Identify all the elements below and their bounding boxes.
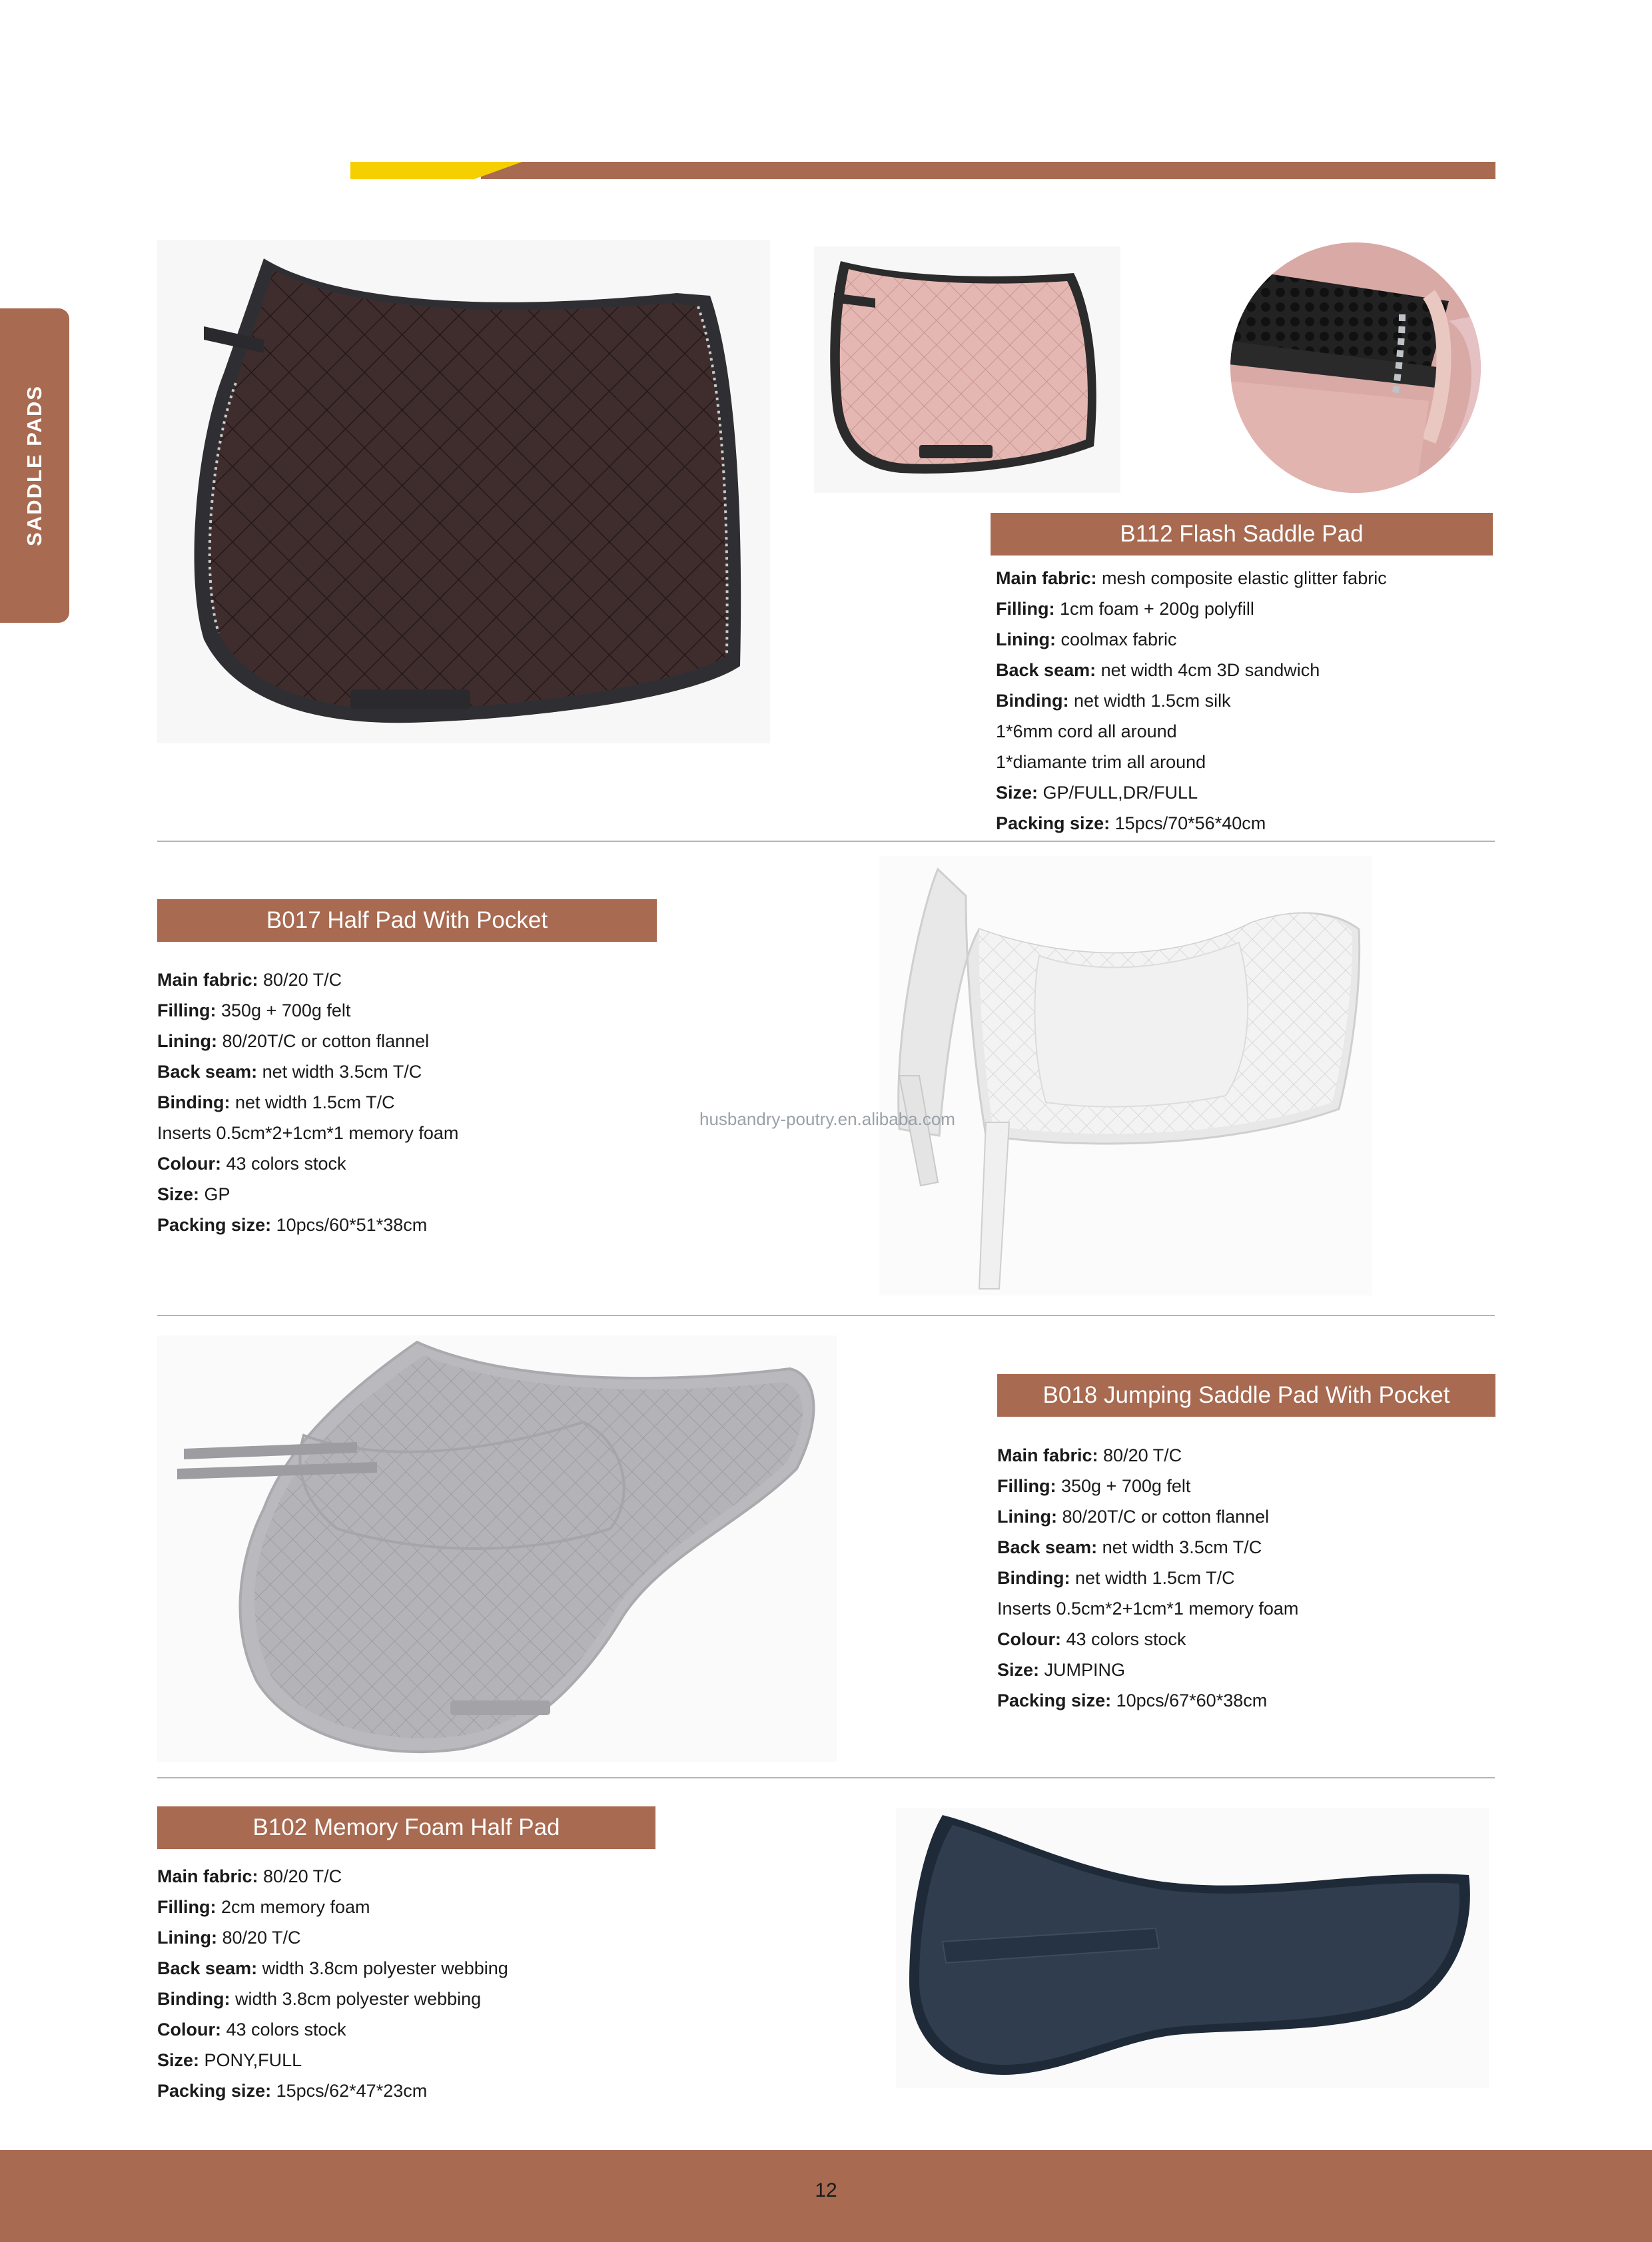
spec-row bbox=[996, 747, 1387, 777]
b102-spec-list bbox=[157, 1861, 508, 2106]
spec-row bbox=[996, 808, 1387, 839]
spec-row bbox=[157, 1210, 458, 1240]
spec-value: 1cm foam + 200g polyfill bbox=[1054, 599, 1254, 619]
b018-grey-jumping-pad-image bbox=[157, 1335, 837, 1762]
spec-label: Size: bbox=[157, 1184, 200, 1204]
spec-row bbox=[157, 1148, 458, 1179]
spec-value: 15pcs/70*56*40cm bbox=[1110, 813, 1266, 833]
spec-value: 80/20T/C or cotton flannel bbox=[216, 1031, 430, 1051]
spec-row bbox=[157, 2075, 508, 2106]
section-divider bbox=[157, 841, 1495, 842]
spec-value: coolmax fabric bbox=[1055, 629, 1177, 649]
spec-label: Back seam: bbox=[157, 1062, 258, 1082]
spec-row bbox=[157, 1922, 508, 1953]
spec-row bbox=[997, 1593, 1298, 1624]
spec-label: Lining: bbox=[157, 1031, 217, 1051]
spec-row bbox=[996, 716, 1387, 747]
spec-label: Main fabric: bbox=[997, 1445, 1098, 1465]
section-side-tab bbox=[0, 308, 69, 623]
spec-label: Back seam: bbox=[996, 660, 1096, 680]
spec-row bbox=[997, 1471, 1298, 1501]
spec-label: Binding: bbox=[157, 1092, 230, 1112]
spec-row bbox=[157, 1026, 458, 1056]
b112-spec-list bbox=[996, 563, 1387, 839]
b112-detail-closeup-image bbox=[1229, 241, 1482, 494]
spec-row bbox=[157, 1179, 458, 1210]
spec-label: Packing size: bbox=[157, 1215, 272, 1235]
spec-label: Size: bbox=[157, 2050, 200, 2070]
spec-row bbox=[157, 2014, 508, 2045]
spec-label: Back seam: bbox=[157, 1958, 258, 1978]
spec-value: Inserts 0.5cm*2+1cm*1 memory foam bbox=[157, 1123, 459, 1143]
section-divider bbox=[157, 1777, 1495, 1778]
spec-value: 43 colors stock bbox=[220, 1154, 346, 1174]
spec-value: JUMPING bbox=[1039, 1660, 1126, 1680]
spec-value: 350g + 700g felt bbox=[216, 1000, 351, 1020]
spec-label: Colour: bbox=[997, 1629, 1061, 1649]
spec-row bbox=[996, 593, 1387, 624]
spec-value: GP bbox=[199, 1184, 230, 1204]
header-stripe bbox=[481, 162, 1495, 179]
spec-value: GP/FULL,DR/FULL bbox=[1038, 783, 1198, 803]
spec-value: net width 1.5cm T/C bbox=[230, 1092, 395, 1112]
spec-value: PONY,FULL bbox=[199, 2050, 302, 2070]
spec-label: Back seam: bbox=[997, 1537, 1098, 1557]
section-side-tab-label: SADDLE PADS bbox=[23, 385, 46, 546]
spec-label: Size: bbox=[997, 1660, 1040, 1680]
spec-value: Inserts 0.5cm*2+1cm*1 memory foam bbox=[997, 1599, 1299, 1619]
spec-row bbox=[157, 1861, 508, 1892]
spec-value: width 3.8cm polyester webbing bbox=[257, 1958, 508, 1978]
spec-label: Packing size: bbox=[157, 2081, 272, 2101]
page-footer bbox=[0, 2150, 1652, 2242]
b102-product-title: B102 Memory Foam Half Pad bbox=[157, 1806, 655, 1849]
spec-value: 15pcs/62*47*23cm bbox=[271, 2081, 428, 2101]
spec-label: Colour: bbox=[157, 2020, 221, 2040]
spec-row bbox=[157, 995, 458, 1026]
spec-row bbox=[997, 1563, 1298, 1593]
spec-value: net width 1.5cm T/C bbox=[1070, 1568, 1235, 1588]
b018-product-title: B018 Jumping Saddle Pad With Pocket bbox=[997, 1374, 1495, 1417]
spec-label: Filling: bbox=[157, 1000, 216, 1020]
spec-value: net width 3.5cm T/C bbox=[1097, 1537, 1262, 1557]
b018-spec-list bbox=[997, 1440, 1298, 1716]
spec-label: Colour: bbox=[157, 1154, 221, 1174]
spec-row bbox=[996, 563, 1387, 593]
spec-value: 80/20T/C or cotton flannel bbox=[1056, 1507, 1270, 1527]
spec-value: 350g + 700g felt bbox=[1056, 1476, 1191, 1496]
b112-product-title: B112 Flash Saddle Pad bbox=[991, 513, 1493, 556]
spec-label: Filling: bbox=[996, 599, 1055, 619]
spec-label: Binding: bbox=[996, 691, 1069, 711]
spec-value: 1*6mm cord all around bbox=[996, 721, 1177, 741]
spec-label: Filling: bbox=[997, 1476, 1056, 1496]
b017-product-title: B017 Half Pad With Pocket bbox=[157, 899, 657, 942]
spec-row bbox=[157, 1984, 508, 2014]
spec-value: 2cm memory foam bbox=[216, 1897, 370, 1917]
spec-value: mesh composite elastic glitter fabric bbox=[1096, 568, 1387, 588]
spec-value: 1*diamante trim all around bbox=[996, 752, 1206, 772]
spec-label: Lining: bbox=[996, 629, 1056, 649]
spec-row bbox=[157, 1087, 458, 1118]
spec-row bbox=[157, 1118, 458, 1148]
spec-value: 80/20 T/C bbox=[258, 970, 342, 990]
spec-row bbox=[157, 1892, 508, 1922]
watermark-text: husbandry-poutry.en.alibaba.com bbox=[699, 1109, 955, 1129]
b017-spec-list bbox=[157, 964, 458, 1240]
spec-row bbox=[157, 1056, 458, 1087]
spec-row bbox=[996, 685, 1387, 716]
spec-row bbox=[996, 777, 1387, 808]
b017-white-half-pad-image bbox=[879, 856, 1372, 1296]
spec-label: Main fabric: bbox=[996, 568, 1097, 588]
spec-value: net width 3.5cm T/C bbox=[257, 1062, 422, 1082]
spec-row bbox=[996, 655, 1387, 685]
spec-label: Main fabric: bbox=[157, 970, 258, 990]
spec-row bbox=[157, 1953, 508, 1984]
spec-label: Size: bbox=[996, 783, 1038, 803]
spec-row bbox=[997, 1655, 1298, 1685]
spec-label: Packing size: bbox=[997, 1690, 1112, 1710]
b112-brown-saddle-pad-image bbox=[157, 240, 770, 743]
spec-value: width 3.8cm polyester webbing bbox=[230, 1989, 482, 2009]
spec-row bbox=[157, 964, 458, 995]
spec-value: net width 1.5cm silk bbox=[1068, 691, 1231, 711]
b112-pink-saddle-pad-image bbox=[814, 246, 1120, 493]
spec-row bbox=[997, 1624, 1298, 1655]
spec-value: net width 4cm 3D sandwich bbox=[1096, 660, 1320, 680]
spec-row bbox=[997, 1685, 1298, 1716]
spec-value: 80/20 T/C bbox=[216, 1928, 301, 1948]
spec-label: Lining: bbox=[157, 1928, 217, 1948]
spec-value: 80/20 T/C bbox=[1098, 1445, 1182, 1465]
b102-navy-half-pad-image bbox=[896, 1808, 1489, 2088]
page-number: 12 bbox=[815, 2179, 837, 2201]
spec-label: Filling: bbox=[157, 1897, 216, 1917]
spec-label: Binding: bbox=[997, 1568, 1070, 1588]
spec-value: 10pcs/60*51*38cm bbox=[271, 1215, 428, 1235]
spec-row bbox=[997, 1440, 1298, 1471]
spec-row bbox=[997, 1501, 1298, 1532]
spec-value: 80/20 T/C bbox=[258, 1866, 342, 1886]
spec-row bbox=[996, 624, 1387, 655]
spec-value: 43 colors stock bbox=[1060, 1629, 1186, 1649]
spec-value: 10pcs/67*60*38cm bbox=[1111, 1690, 1268, 1710]
spec-label: Binding: bbox=[157, 1989, 230, 2009]
spec-row bbox=[997, 1532, 1298, 1563]
spec-label: Main fabric: bbox=[157, 1866, 258, 1886]
spec-label: Packing size: bbox=[996, 813, 1110, 833]
spec-value: 43 colors stock bbox=[220, 2020, 346, 2040]
section-divider bbox=[157, 1315, 1495, 1316]
spec-row bbox=[157, 2045, 508, 2075]
spec-label: Lining: bbox=[997, 1507, 1057, 1527]
